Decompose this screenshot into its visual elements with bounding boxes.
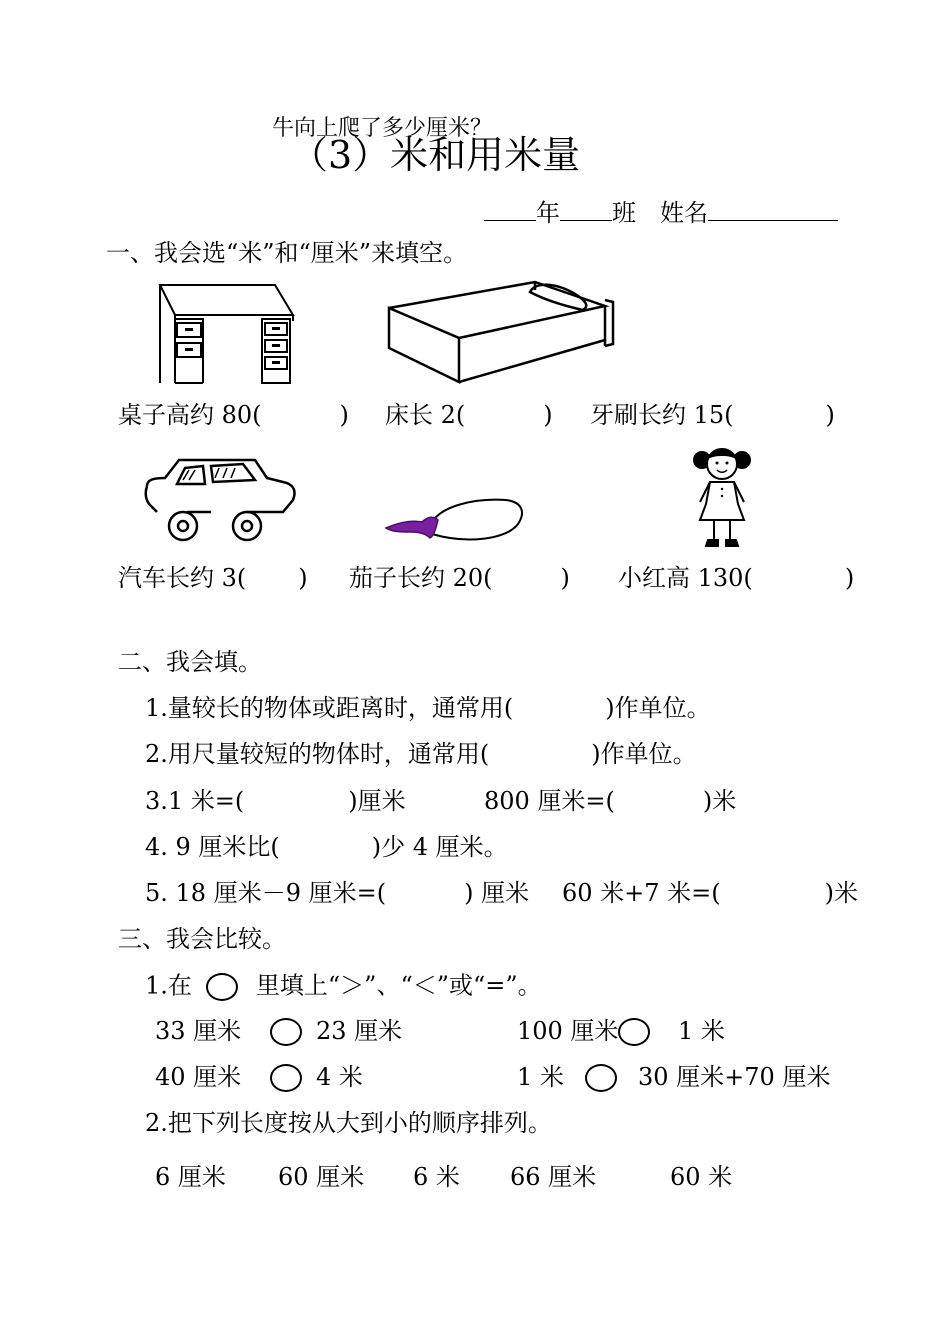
s2-question-1: 1.量较长的物体或距离时，通常用( )作单位。 xyxy=(145,694,711,722)
car-image xyxy=(143,456,303,548)
length-item-1: 6 厘米 xyxy=(155,1163,226,1191)
compare-circle-1[interactable] xyxy=(270,1018,302,1046)
compare-3-right: 4 米 xyxy=(316,1063,363,1091)
name-line xyxy=(484,200,838,225)
example-circle xyxy=(206,973,238,1001)
section1-heading: 一、我会选“米”和“厘米”来填空。 xyxy=(106,239,468,267)
length-item-3: 6 米 xyxy=(413,1163,460,1191)
grade-blank[interactable] xyxy=(484,200,536,221)
compare-circle-2[interactable] xyxy=(618,1018,650,1046)
compare-1-right: 23 厘米 xyxy=(316,1017,403,1045)
girl-image xyxy=(690,444,754,550)
name-blank[interactable] xyxy=(708,200,838,221)
bed-image xyxy=(385,276,620,386)
s2-question-3b: 800 厘米=( )米 xyxy=(484,787,737,815)
compare-circle-3[interactable] xyxy=(270,1064,302,1092)
s2-question-4: 4. 9 厘米比( )少 4 厘米。 xyxy=(145,833,508,861)
section3-heading: 三、我会比较。 xyxy=(118,925,286,953)
page-title: （3）米和用米量 xyxy=(290,133,581,177)
row2-item2: 茄子长约 20( ) xyxy=(349,564,570,592)
length-item-5: 60 米 xyxy=(670,1163,733,1191)
compare-circle-4[interactable] xyxy=(585,1064,617,1092)
section2-heading: 二、我会填。 xyxy=(118,648,262,676)
row1-item1: 桌子高约 80( ) xyxy=(118,401,349,429)
s2-question-5a: 5. 18 厘米－9 厘米=( ) 厘米 xyxy=(145,879,530,907)
compare-3-left: 40 厘米 xyxy=(155,1063,242,1091)
compare-4-left: 1 米 xyxy=(517,1063,564,1091)
compare-4-right: 30 厘米+70 厘米 xyxy=(638,1063,831,1091)
length-item-2: 60 厘米 xyxy=(278,1163,365,1191)
row1-item2: 床长 2( ) xyxy=(385,401,553,429)
row1-item3: 牙刷长约 15( ) xyxy=(590,401,835,429)
desk-image xyxy=(155,283,295,387)
compare-2-right: 1 米 xyxy=(678,1017,725,1045)
s2-question-5b: 60 米+7 米=( )米 xyxy=(562,879,859,907)
s3-question-2: 2.把下列长度按从大到小的顺序排列。 xyxy=(145,1109,552,1137)
name-label: 姓名 xyxy=(660,199,708,227)
row2-item3: 小红高 130( ) xyxy=(618,564,855,592)
s2-question-3a: 3.1 米=( )厘米 xyxy=(145,787,406,815)
eggplant-image xyxy=(382,498,527,548)
s2-question-2: 2.用尺量较短的物体时，通常用( )作单位。 xyxy=(145,740,697,768)
row2-item1: 汽车长约 3( ) xyxy=(118,564,308,592)
compare-1-left: 33 厘米 xyxy=(155,1017,242,1045)
compare-2-left: 100 厘米 xyxy=(517,1017,619,1045)
class-label: 班 xyxy=(612,199,636,227)
overlay-text: 牛向上爬了多少厘米？ xyxy=(272,116,493,141)
class-blank[interactable] xyxy=(560,200,612,221)
length-item-4: 66 厘米 xyxy=(510,1163,597,1191)
s3-question-1: 1.在 里填上“＞”、“＜”或“=”。 xyxy=(145,971,542,1000)
grade-label: 年 xyxy=(536,199,560,227)
